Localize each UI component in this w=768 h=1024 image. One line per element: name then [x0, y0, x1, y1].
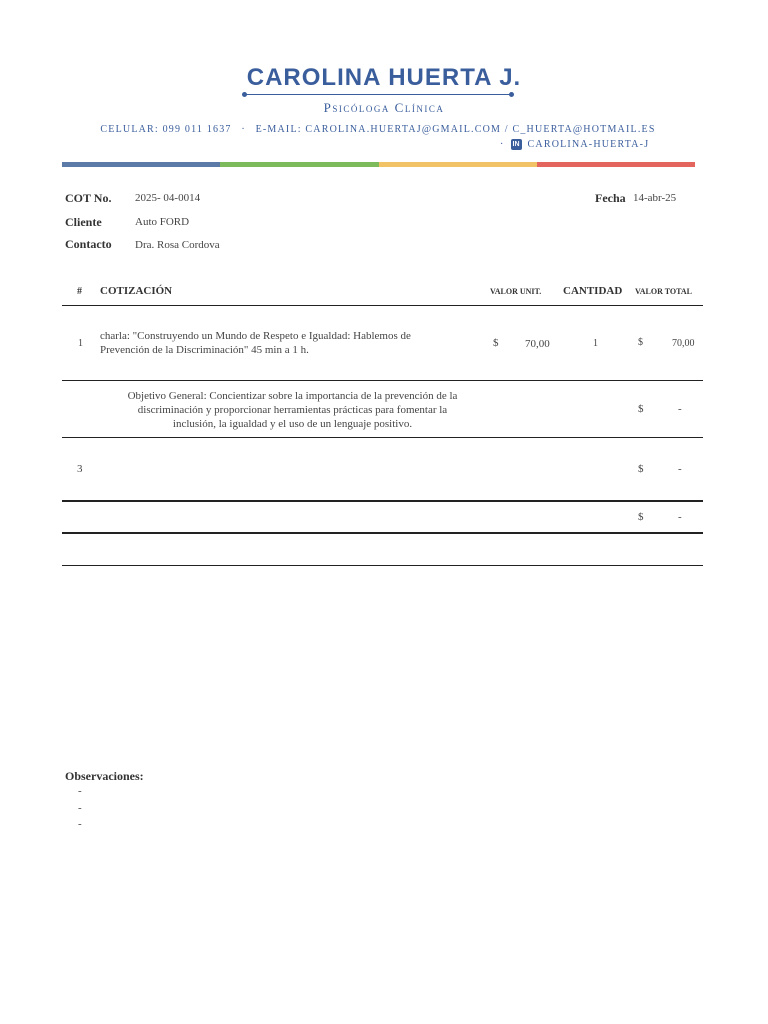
observations-label: Observaciones:	[65, 769, 144, 783]
description-line: charla: "Construyendo un Mundo de Respeto e Igualdad: Hablemos de	[100, 330, 411, 342]
contacto-label: Contacto	[65, 237, 112, 251]
separator-dot: ·	[500, 139, 505, 150]
observation-item: -	[78, 818, 82, 830]
row-description	[100, 389, 485, 431]
color-bar	[62, 162, 695, 167]
cot-value: 2025- 04-0014	[135, 192, 201, 204]
total-currency: $	[638, 511, 644, 523]
total-value: -	[678, 463, 682, 475]
col-header-num: #	[77, 286, 82, 297]
cliente-label: Cliente	[65, 215, 102, 229]
color-bar-segment	[379, 162, 537, 167]
total-currency: $	[638, 403, 644, 415]
total-value: -	[678, 403, 682, 415]
table-divider	[62, 500, 703, 502]
fecha-label: Fecha	[595, 191, 626, 205]
total-currency: $	[638, 337, 643, 348]
total-value: 70,00	[672, 338, 695, 349]
observation-item: -	[78, 785, 82, 797]
col-header-desc: COTIZACIÓN	[100, 285, 173, 297]
col-header-qty: CANTIDAD	[563, 285, 623, 297]
total-currency: $	[638, 463, 644, 475]
row-number: 1	[78, 338, 83, 349]
linkedin-line	[500, 139, 649, 150]
table-divider	[62, 380, 703, 381]
total-value: -	[678, 511, 682, 523]
linkedin-icon: IN	[512, 141, 520, 148]
brand-name: CAROLINA HUERTA J.	[246, 64, 522, 91]
description-line: inclusión, la igualdad y el uso de un lenguaje positivo.	[172, 418, 413, 430]
table-divider	[62, 305, 703, 306]
fecha-value: 14-abr-25	[633, 192, 677, 204]
quantity: 1	[593, 338, 598, 349]
brand-subtitle: Psicóloga Clínica	[323, 100, 445, 115]
color-bar-segment	[537, 162, 695, 167]
cliente-value: Auto FORD	[135, 216, 190, 228]
color-bar-segment	[220, 162, 378, 167]
row-number: 3	[77, 463, 83, 475]
table-divider	[62, 437, 703, 438]
description-line: Prevención de la Discriminación" 45 min a 1 h.	[100, 344, 309, 356]
phone-text: CELULAR: 099 011 1637	[100, 124, 232, 135]
color-bar-segment	[62, 162, 220, 167]
col-header-total: VALOR TOTAL	[635, 287, 692, 296]
unit-currency: $	[493, 337, 499, 349]
contact-line	[0, 124, 756, 135]
description-line: discriminación y proporcionar herramientas prácticas para fomentar la	[137, 404, 448, 416]
cot-label: COT No.	[65, 191, 112, 205]
contacto-value: Dra. Rosa Cordova	[135, 239, 220, 251]
brand-divider	[244, 94, 512, 95]
col-header-unit: VALOR UNIT.	[490, 287, 542, 296]
table-divider	[62, 532, 703, 534]
email-text: E-MAIL: CAROLINA.HUERTAJ@GMAIL.COM / C_HUERTA@HOTMAIL.ES	[255, 124, 656, 135]
table-divider	[62, 565, 703, 566]
linkedin-handle: CAROLINA-HUERTA-J	[527, 139, 650, 150]
observation-item: -	[78, 802, 82, 814]
description-line: Objetivo General: Concientizar sobre la importancia de la prevención de la	[127, 390, 458, 402]
unit-price: 70,00	[525, 338, 550, 350]
row-description	[100, 329, 411, 357]
separator-dot: ·	[241, 124, 246, 135]
